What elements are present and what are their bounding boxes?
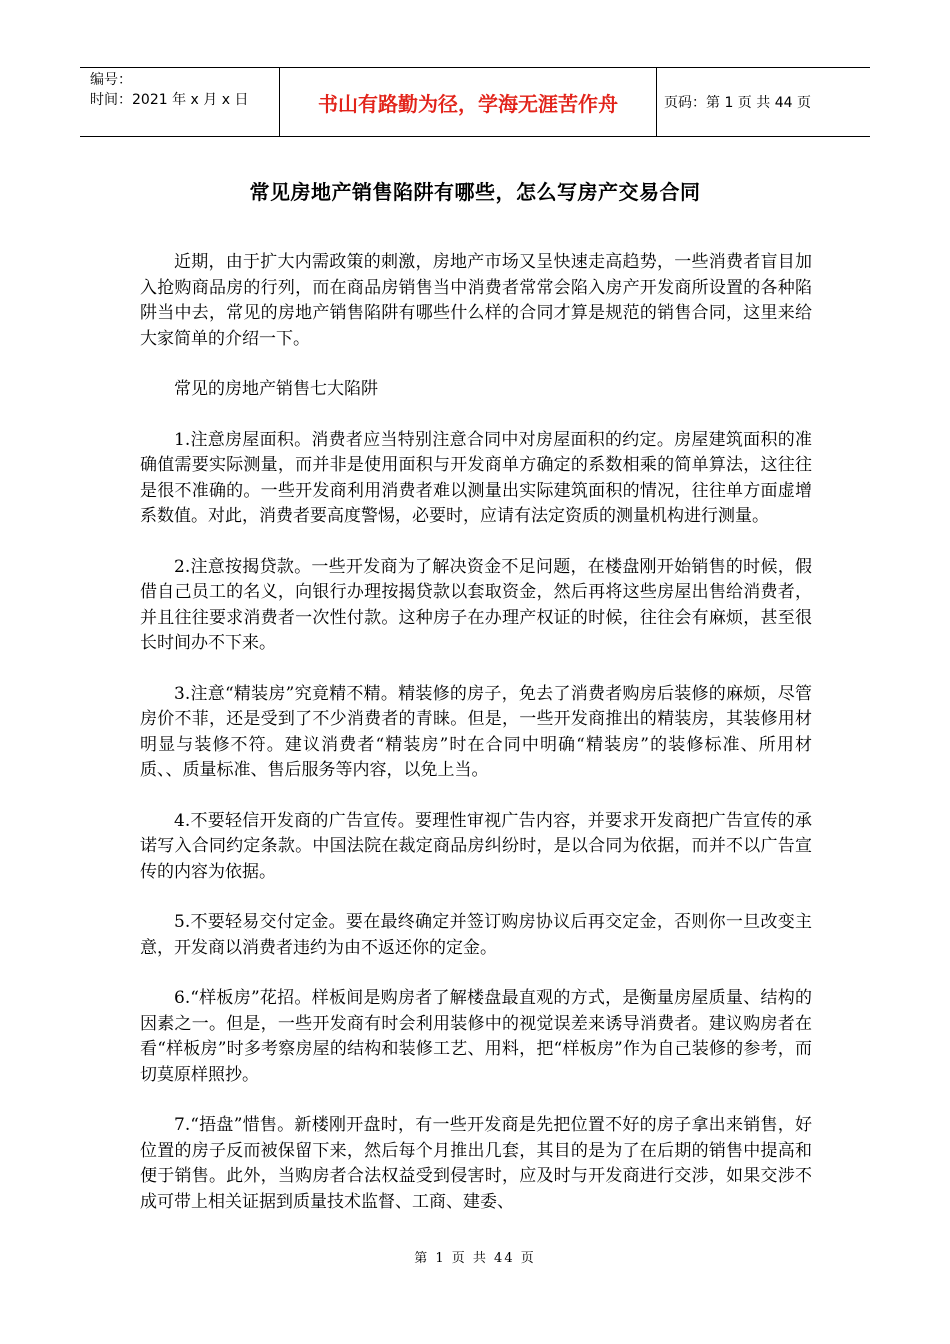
document-title: 常见房地产销售陷阱有哪些，怎么写房产交易合同 (249, 180, 701, 204)
header-page-info: 页码：第 1 页 共 44 页 (664, 95, 811, 111)
paragraph-item-2: 2.注意按揭贷款。一些开发商为了解决资金不足问题，在楼盘刚开始销售的时候，假借自己员工的名义，向银行办理按揭贷款以套取资金，然后再将这些房屋出售给消费者，并且往往要求消费者一次性付款。这种房子在办理产权证的时候，往往会有麻烦，甚至很长时间办不下来。 (140, 556, 812, 653)
section-heading: 常见的房地产销售七大陷阱 (174, 379, 378, 399)
header-motto: 书山有路勤为径，学海无涯苦作舟 (318, 91, 618, 116)
paragraph-intro: 近期，由于扩大内需政策的刺激，房地产市场又呈快速走高趋势，一些消费者盲目加入抢购商品房的行列，而在商品房销售当中消费者常常会陷入房产开发商所设置的各种陷阱当中去，常见的房地产销售陷阱有哪些什么样的合同才算是规范的销售合同，这里来给大家简单的介绍一下。 (140, 252, 812, 349)
paragraph-item-5: 5.不要轻易交付定金。要在最终确定并签订购房协议后再交定金，否则你一旦改变主意，开发商以消费者违约为由不返还你的定金。 (140, 912, 812, 958)
header-meta (90, 70, 280, 110)
document-body (140, 250, 812, 1240)
page-footer: 第 1 页 共 44 页 (414, 1251, 536, 1266)
paragraph-item-6: 6.“样板房”花招。样板间是购房者了解楼盘最直观的方式，是衡量房屋质量、结构的因素之一。但是，一些开发商有时会利用装修中的视觉误差来诱导消费者。建议购房者在看“样板房”时多考察房屋的结构和装修工艺、用料，把“样板房”作为自己装修的参考，而切莫原样照抄。 (140, 988, 812, 1085)
paragraph-item-4: 4.不要轻信开发商的广告宣传。要理性审视广告内容，并要求开发商把广告宣传的承诺写入合同约定条款。中国法院在裁定商品房纠纷时，是以合同为依据，而并不以广告宣传的内容为依据。 (140, 810, 812, 882)
page-header (80, 67, 870, 137)
paragraph-item-3: 3.注意“精装房”究竟精不精。精装修的房子，免去了消费者购房后装修的麻烦，尽管房价不菲，还是受到了不少消费者的青睐。但是，一些开发商推出的精装房，其装修用材明显与装修不符。建议消费者“精装房”时在合同中明确“精装房”的装修标准、所用材质、、质量标准、售后服务等内容，以免上当。 (140, 683, 812, 780)
header-divider (656, 68, 657, 136)
document-number-label: 编号： (90, 72, 132, 88)
paragraph-item-7: 7.“捂盘”惜售。新楼刚开盘时，有一些开发商是先把位置不好的房子拿出来销售，好位置的房子反而被保留下来，然后每个月推出几套，其目的是为了在后期的销售中提高和便于销售。此外，当购房者合法权益受到侵害时，应及时与开发商进行交涉，如果交涉不成可带上相关证据到质量技术监督、工商、建委、 (140, 1115, 812, 1212)
document-date: 时间：2021 年 x 月 x 日 (90, 92, 249, 108)
paragraph-item-1: 1.注意房屋面积。消费者应当特别注意合同中对房屋面积的约定。房屋建筑面积的准确值需要实际测量，而并非是使用面积与开发商单方确定的系数相乘的简单算法，这往往是很不准确的。一些开发商利用消费者难以测量出实际建筑面积的情况，往往单方面虚增系数值。对此，消费者要高度警惕，必要时，应请有法定资质的测量机构进行测量。 (140, 429, 812, 526)
